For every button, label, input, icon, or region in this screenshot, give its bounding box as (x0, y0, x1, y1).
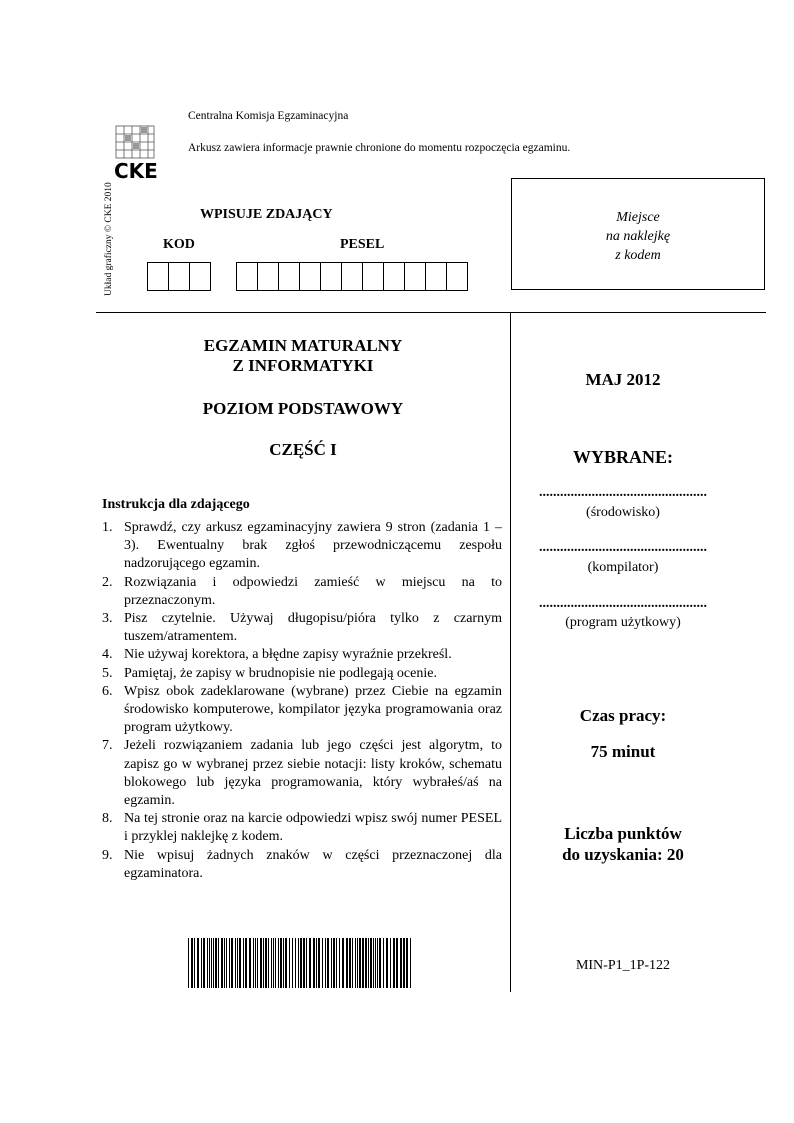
time-label: Czas pracy: (579, 706, 667, 725)
cke-logo (112, 124, 158, 182)
barcode-bar (346, 938, 348, 988)
instruction-item (102, 810, 502, 846)
instruction-number: 8. (102, 811, 113, 827)
chosen-heading: WYBRANE: (572, 447, 673, 467)
barcode-bar (243, 938, 244, 988)
pesel-digit-box[interactable] (425, 262, 447, 291)
instruction-number: 3. (102, 611, 113, 627)
barcode-bar (342, 938, 344, 988)
kod-boxes[interactable] (148, 262, 211, 291)
barcode-bar (237, 938, 238, 988)
barcode-bar (359, 938, 361, 988)
barcode-bar (333, 938, 335, 988)
barcode (188, 938, 414, 988)
barcode-bar (218, 938, 219, 988)
barcode-bar (373, 938, 374, 988)
kod-digit-box[interactable] (189, 262, 211, 291)
barcode-bar (403, 938, 405, 988)
program-label: (program użytkowy) (565, 615, 681, 630)
barcode-bar (396, 938, 398, 988)
kod-label: KOD (163, 237, 195, 252)
instruction-text: Pisz czytelnie. Używaj długopisu/pióra tylko z czarnym tuszem/atramentem. (124, 611, 502, 645)
barcode-bar (365, 938, 367, 988)
instruction-item (102, 665, 502, 683)
environment-label: (środowisko) (586, 505, 660, 520)
barcode-bar (203, 938, 205, 988)
barcode-bar (194, 938, 195, 988)
barcode-bar (357, 938, 358, 988)
instruction-number: 4. (102, 647, 113, 663)
instruction-text: Jeżeli rozwiązaniem zadania lub jego części jest algorytm, to zapisz go w wybranej przez siebie notacji: listy kroków, schematu blokowego lub języka programowania, który wybrałeś/aś na egzamin. (124, 738, 502, 809)
divider-horizontal (96, 312, 766, 313)
barcode-bar (309, 938, 311, 988)
barcode-bar (313, 938, 315, 988)
instruction-text: Rozwiązania i odpowiedzi zamieść w miejscu na to przeznaczonym. (124, 574, 502, 608)
compiler-label: (kompilator) (587, 560, 659, 575)
barcode-bar (292, 938, 293, 988)
instructions-list (102, 519, 502, 883)
barcode-bar (393, 938, 395, 988)
pesel-digit-box[interactable] (320, 262, 342, 291)
instruction-text: Nie używaj korektora, a błędne zapisy wyraźnie przekreśl. (124, 647, 452, 663)
barcode-bar (275, 938, 276, 988)
barcode-bar (349, 938, 351, 988)
barcode-bar (229, 938, 230, 988)
barcode-bar (201, 938, 202, 988)
points-info (511, 823, 735, 865)
barcode-bar (257, 938, 258, 988)
pesel-digit-box[interactable] (446, 262, 468, 291)
instruction-item (102, 683, 502, 738)
instruction-text: Na tej stronie oraz na karcie odpowiedzi wpisz swój numer PESEL i przyklej naklejkę z kodem. (124, 811, 502, 845)
logo-text: CKE (114, 159, 158, 182)
instruction-item (102, 574, 502, 610)
barcode-bar (379, 938, 381, 988)
barcode-bar (211, 938, 212, 988)
instructions-heading: Instrukcja dla zdającego (102, 497, 250, 512)
barcode-bar (224, 938, 225, 988)
kod-digit-box[interactable] (168, 262, 190, 291)
instruction-item (102, 847, 502, 883)
instruction-item (102, 646, 502, 664)
barcode-bar (221, 938, 223, 988)
exam-date: MAJ 2012 (585, 370, 661, 389)
instruction-number: 2. (102, 574, 113, 590)
pesel-digit-box[interactable] (257, 262, 279, 291)
sticker-line-1: Miejsce (616, 210, 660, 225)
barcode-bar (188, 938, 189, 988)
barcode-bar (316, 938, 317, 988)
student-heading: WPISUJE ZDAJĄCY (200, 207, 333, 222)
instruction-number: 6. (102, 683, 113, 699)
barcode-bar (400, 938, 402, 988)
barcode-bar (377, 938, 378, 988)
barcode-bar (368, 938, 369, 988)
copyright-vertical: Układ graficzny © CKE 2010 (104, 182, 114, 296)
barcode-bar (231, 938, 233, 988)
instruction-number: 7. (102, 738, 113, 754)
instruction-number: 1. (102, 520, 113, 535)
barcode-bar (273, 938, 274, 988)
instruction-item (102, 737, 502, 810)
sticker-line-3: z kodem (615, 248, 661, 263)
barcode-bar (265, 938, 267, 988)
environment-field[interactable]: ................................................ (539, 485, 707, 500)
barcode-bar (295, 938, 296, 988)
sticker-line-2: na naklejkę (605, 229, 671, 244)
barcode-bar (318, 938, 320, 988)
points-line-1: Liczba punktów (564, 824, 682, 843)
exam-code: MIN-P1_1P-122 (575, 958, 671, 973)
barcode-bar (215, 938, 217, 988)
pesel-digit-box[interactable] (341, 262, 363, 291)
barcode-bar (410, 938, 411, 988)
barcode-bar (325, 938, 326, 988)
pesel-digit-box[interactable] (362, 262, 384, 291)
pesel-digit-box[interactable] (383, 262, 405, 291)
barcode-bar (239, 938, 241, 988)
barcode-bar (245, 938, 247, 988)
exam-title-2: Z INFORMATYKI (232, 356, 374, 375)
pesel-label: PESEL (340, 237, 385, 252)
barcode-bar (355, 938, 356, 988)
barcode-bar (406, 938, 408, 988)
instruction-item (102, 519, 502, 574)
compiler-field[interactable]: ................................................ (539, 540, 707, 555)
pesel-digit-box[interactable] (236, 262, 258, 291)
barcode-bar (352, 938, 353, 988)
barcode-bar (386, 938, 388, 988)
barcode-bar (362, 938, 364, 988)
barcode-bar (207, 938, 208, 988)
barcode-bar (306, 938, 307, 988)
pesel-digit-box[interactable] (404, 262, 426, 291)
barcode-bar (390, 938, 391, 988)
pesel-boxes[interactable] (237, 262, 468, 291)
instruction-item (102, 610, 502, 646)
barcode-bar (370, 938, 372, 988)
instruction-text: Wpisz obok zadeklarowane (wybrane) przez Ciebie na egzamin środowisko komputerowe, kompilator języka programowania oraz program użytkowy. (124, 683, 502, 736)
instruction-text: Nie wpisuj żadnych znaków w części przeznaczonej dla egzaminatora. (124, 847, 502, 881)
barcode-bar (280, 938, 282, 988)
barcode-bar (226, 938, 227, 988)
barcode-bar (249, 938, 251, 988)
barcode-bar (331, 938, 332, 988)
barcode-bar (300, 938, 302, 988)
barcode-bar (336, 938, 337, 988)
org-name: Centralna Komisja Egzaminacyjna (188, 110, 349, 122)
barcode-bar (197, 938, 199, 988)
barcode-bar (271, 938, 272, 988)
barcode-bar (213, 938, 214, 988)
barcode-bar (339, 938, 340, 988)
barcode-bar (285, 938, 287, 988)
exam-title-1: EGZAMIN MATURALNY (203, 336, 403, 355)
instruction-number: 9. (102, 847, 113, 863)
barcode-bar (278, 938, 279, 988)
barcode-bar (209, 938, 210, 988)
barcode-bar (383, 938, 384, 988)
barcode-bar (327, 938, 329, 988)
barcode-bar (253, 938, 254, 988)
barcode-bar (260, 938, 262, 988)
barcode-bar (263, 938, 264, 988)
program-field[interactable]: ................................................ (539, 596, 707, 611)
exam-level: POZIOM PODSTAWOWY (202, 399, 404, 418)
barcode-bar (268, 938, 269, 988)
instruction-text: Pamiętaj, że zapisy w brudnopisie nie podlegają ocenie. (124, 665, 437, 681)
points-line-2: do uzyskania: 20 (562, 845, 684, 864)
legal-notice: Arkusz zawiera informacje prawnie chronione do momentu rozpoczęcia egzaminu. (188, 142, 571, 154)
barcode-bar (289, 938, 290, 988)
pesel-digit-box[interactable] (299, 262, 321, 291)
time-value: 75 minut (590, 742, 656, 761)
instruction-number: 5. (102, 665, 113, 681)
barcode-bar (283, 938, 284, 988)
exam-part: CZĘŚĆ I (269, 440, 337, 459)
barcode-bar (255, 938, 256, 988)
instruction-text: Sprawdź, czy arkusz egzaminacyjny zawiera 9 stron (zadania 1 – 3). Ewentualny brak zgłoś przewodniczącemu zespołu nadzorującego egzamin. (124, 520, 502, 572)
barcode-bar (375, 938, 376, 988)
barcode-bar (191, 938, 193, 988)
barcode-bar (235, 938, 236, 988)
barcode-bar (303, 938, 305, 988)
barcode-bar (322, 938, 323, 988)
barcode-bar (298, 938, 299, 988)
divider-vertical (510, 312, 511, 992)
kod-digit-box[interactable] (147, 262, 169, 291)
sticker-box (511, 178, 765, 290)
pesel-digit-box[interactable] (278, 262, 300, 291)
